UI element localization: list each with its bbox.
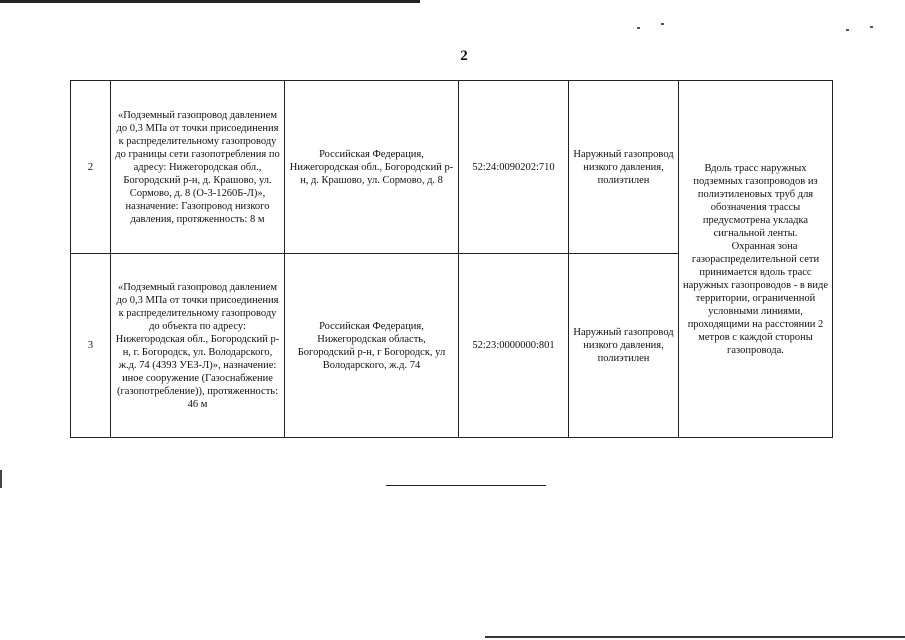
protection-zone-text-1: Вдоль трасс наружных подземных газопроводов из полиэтиленовых труб для обозначения трассы предусмотрена укладка сигнальной ленты. [693, 162, 818, 239]
scan-artifact-dot [637, 27, 640, 29]
object-name-cell: «Подземный газопровод давлением до 0,3 МПа от точки присоединения к распределительному газопроводу до границы сети газопотребления по адресу: Нижегородская обл., Богородский р-н, д. Крашово, ул. Сормово, д. 8 (О-3-1260Б-Л)», назначение: Газопровод низкого давления, протяженность: 8 м [111, 81, 285, 254]
row-number-cell: 3 [71, 254, 111, 438]
scan-artifact-dot [661, 23, 664, 25]
scan-artifact-bottom-line [485, 636, 905, 638]
page-number: 2 [460, 48, 468, 64]
protection-zone-cell [679, 81, 833, 438]
cadastral-number-cell: 52:23:0000000:801 [459, 254, 569, 438]
scan-artifact-dot [870, 26, 873, 28]
scan-artifact-left-edge [0, 470, 2, 488]
cadastral-number-cell: 52:24:0090202:710 [459, 81, 569, 254]
document-end-line [386, 485, 546, 486]
protection-zone-text-2: Охранная зона газораспределительной сети принимается вдоль трасс наружных газопроводов - в виде территории, ограниченной условными линиями, проходящими на расстоянии 2 метров с каждой стороны газопровода. [682, 240, 829, 356]
table-row [71, 81, 833, 254]
object-type-cell: Наружный газопровод низкого давления, полиэтилен [569, 254, 679, 438]
address-cell: Российская Федерация, Нижегородская обл., Богородский р-н, д. Крашово, ул. Сормово, д. 8 [285, 81, 459, 254]
scan-artifact-dot [846, 29, 849, 31]
row-number-cell: 2 [71, 81, 111, 254]
scan-artifact-top-line [0, 0, 420, 3]
object-type-cell: Наружный газопровод низкого давления, полиэтилен [569, 81, 679, 254]
pipeline-register-table [70, 80, 833, 438]
address-cell: Российская Федерация, Нижегородская область, Богородский р-н, г Богородск, ул Володарского, ж.д. 74 [285, 254, 459, 438]
object-name-cell: «Подземный газопровод давлением до 0,3 МПа от точки присоединения к распределительному газопроводу до объекта по адресу: Нижегородская обл., Богородский р-н, г. Богородск, ул. Володарского, ж.д. 74 (4393 УЕЗ-Л)», назначение: иное сооружение (Газоснабжение (газопотребление)), протяженность: 46 м [111, 254, 285, 438]
